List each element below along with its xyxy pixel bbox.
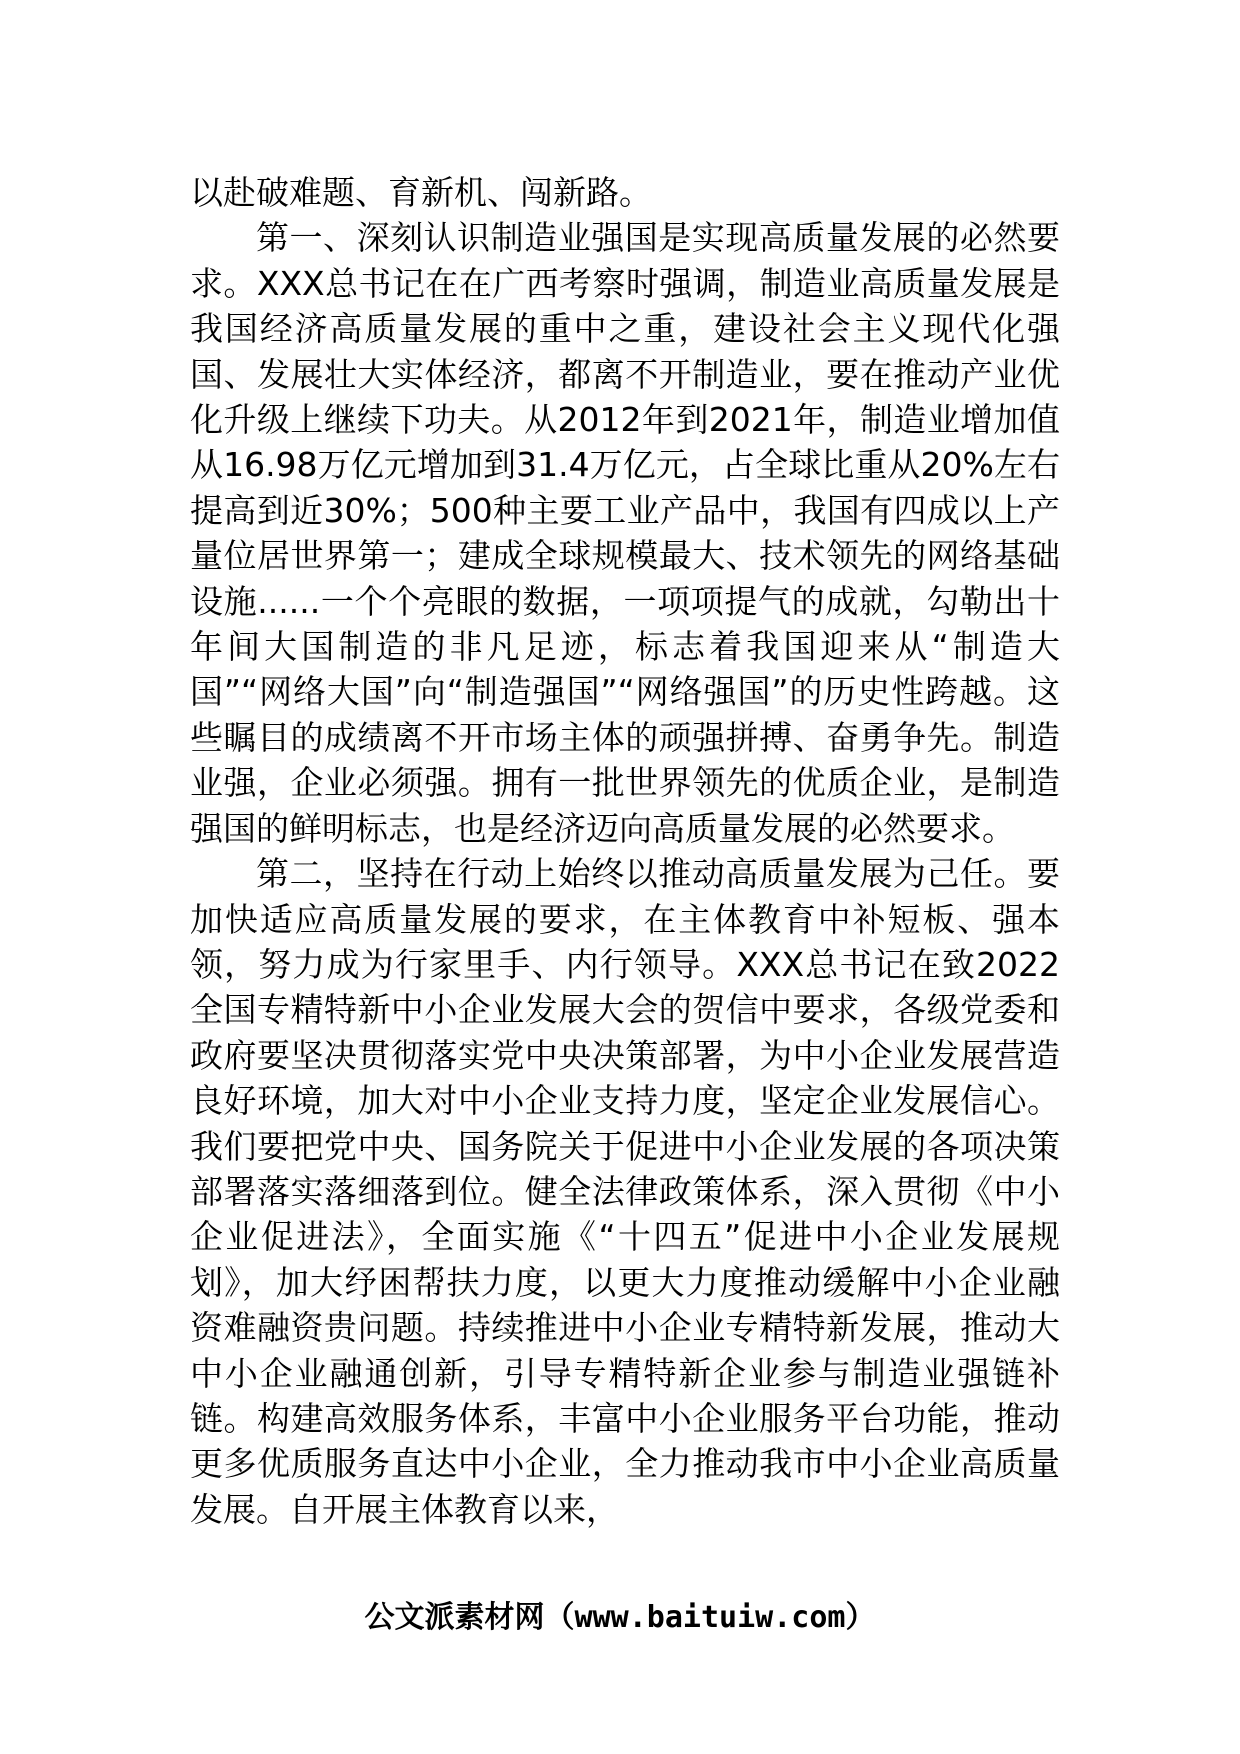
footer-site-name: 公文派素材网 bbox=[364, 1600, 545, 1635]
document-body bbox=[190, 170, 1060, 1532]
paragraph-second-point: 第二，坚持在行动上始终以推动高质量发展为己任。要加快适应高质量发展的要求，在主体教育中补短板、强本领，努力成为行家里手、内行领导。XXX总书记在致2022全国专精特新中小企业发展大会的贺信中要求，各级党委和政府要坚决贯彻落实党中央决策部署，为中小企业发展营造良好环境，加大对中小企业支持力度，坚定企业发展信心。我们要把党中央、国务院关于促进中小企业发展的各项决策部署落实落细落到位。健全法律政策体系，深入贯彻《中小企业促进法》，全面实施《“十四五”促进中小企业发展规划》，加大纾困帮扶力度，以更大力度推动缓解中小企业融资难融资贵问题。持续推进中小企业专精特新发展，推动大中小企业融通创新，引导专精特新企业参与制造业强链补链。构建高效服务体系，丰富中小企业服务平台功能，推动更多优质服务直达中小企业，全力推动我市中小企业高质量发展。自开展主体教育以来， bbox=[190, 854, 1060, 1529]
paragraph-first-point: 第一、深刻认识制造业强国是实现高质量发展的必然要求。XXX总书记在在广西考察时强调，制造业高质量发展是我国经济高质量发展的重中之重，建设社会主义现代化强国、发展壮大实体经济，都离不开制造业，要在推动产业优化升级上继续下功夫。从2012年到2021年，制造业增加值从16.98万亿元增加到31.4万亿元，占全球比重从20%左右提高到近30%；500种主要工业产品中，我国有四成以上产量位居世界第一；建成全球规模最大、技术领先的网络基础设施......一个个亮眼的数据，一项项提气的成就，勾勒出十年间大国制造的非凡足迹，标志着我国迎来从“制造大国”“网络大国”向“制造强国”“网络强国”的历史性跨越。这些瞩目的成绩离不开市场主体的顽强拼搏、奋勇争先。制造业强，企业必须强。拥有一批世界领先的优质企业，是制造强国的鲜明标志，也是经济迈向高质量发展的必然要求。 bbox=[190, 218, 1060, 848]
footer-url: （www.baituiw.com） bbox=[544, 1600, 876, 1635]
paragraph-continuation: 以赴破难题、育新机、闯新路。 bbox=[190, 173, 652, 212]
page-footer bbox=[0, 1592, 1240, 1636]
